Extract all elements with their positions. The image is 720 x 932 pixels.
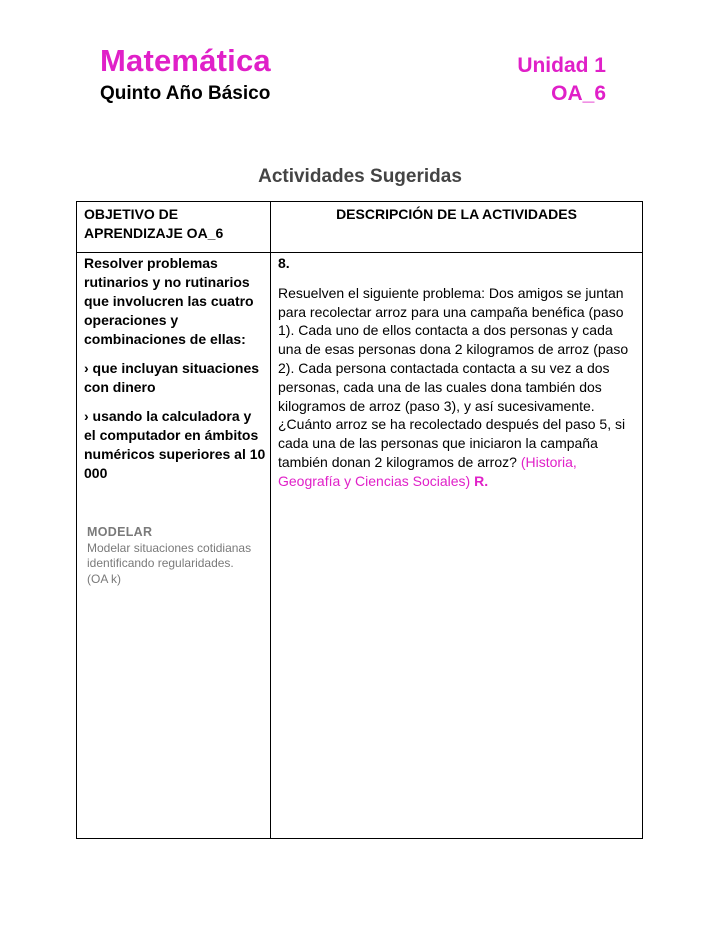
objective-column-header: OBJETIVO DE APRENDIZAJE OA_6	[84, 206, 224, 241]
activities-table	[76, 201, 643, 839]
header-right	[517, 52, 606, 108]
section-title: Actividades Sugeridas	[258, 166, 462, 187]
skill-code: (OA k)	[87, 571, 122, 586]
activity-body: Resuelven el siguiente problema: Dos amigos se juntan para recolectar arroz para una campaña benéfica (paso 1). Cada uno de ellos contacta a dos personas y cada una de esas personas dona 2 kilogramos de arroz (paso 2). Cada persona contactada contacta a su vez a dos personas, cada una de las cuales dona también dos kilogramos de arroz (paso 3), y así sucesivamente. ¿Cuánto arroz se ha recolectado después del paso 5, si cada una de las personas que iniciaron la campaña también donan 2 kilogramos de arroz?	[278, 284, 629, 470]
activity-number: 8.	[278, 255, 290, 271]
oa-label: OA_6	[551, 82, 606, 105]
objective-main: Resolver problemas rutinarios y no rutinarios que involucren las cuatro operaciones y combinaciones de ellas:	[84, 255, 254, 347]
description-column-header: DESCRIPCIÓN DE LA ACTIVIDADES	[336, 206, 577, 222]
objective-bullet-calculator: › usando la calculadora y el computador en ámbitos numéricos superiores al 10 000	[84, 408, 266, 481]
subject-title: Matemática	[100, 43, 271, 78]
description-cell	[278, 254, 636, 491]
activity-text	[278, 284, 636, 491]
objective-cell	[84, 254, 266, 493]
header-divider	[77, 252, 642, 253]
skill-box	[87, 525, 269, 587]
subject-link[interactable]: (Historia, Geografía y Ciencias Sociales)	[278, 453, 577, 489]
objective-bullet-money: › que incluyan situaciones con dinero	[84, 360, 260, 395]
header-left	[100, 42, 271, 106]
unit-label: Unidad 1	[517, 54, 606, 77]
grade-title: Quinto Año Básico	[100, 83, 271, 104]
skill-title: MODELAR	[87, 525, 153, 539]
column-divider	[270, 202, 271, 838]
activity-suffix: R.	[474, 472, 489, 489]
skill-description: Modelar situaciones cotidianas identificando regularidades.	[87, 540, 252, 570]
